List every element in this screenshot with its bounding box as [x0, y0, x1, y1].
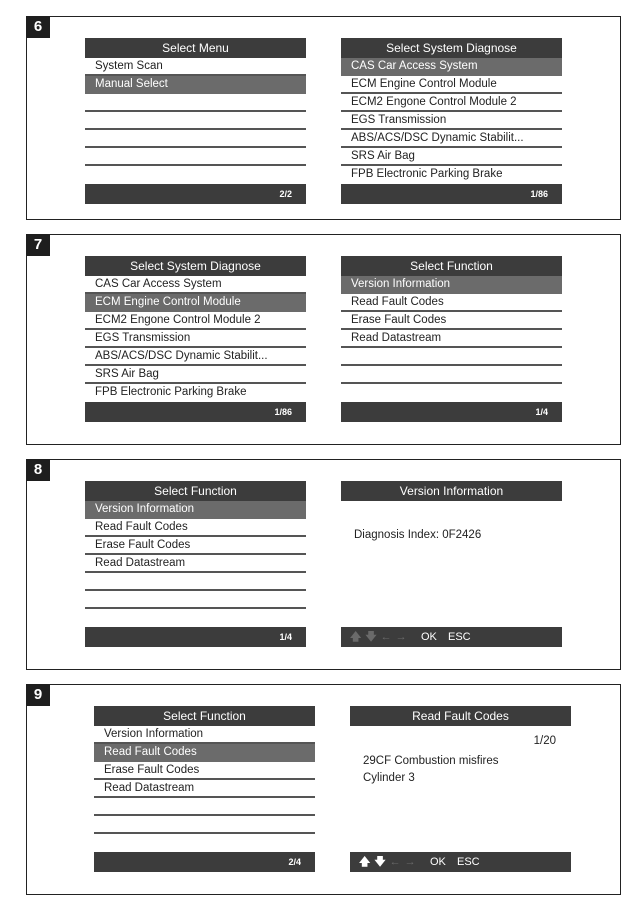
menu-item[interactable]: System Scan [85, 58, 306, 76]
menu-item[interactable] [85, 573, 306, 591]
step-6-panel [26, 16, 621, 220]
page-indicator: 1/86 [530, 189, 548, 199]
diagnosis-index-text: Diagnosis Index: 0F2426 [354, 529, 482, 541]
menu-item[interactable] [341, 384, 562, 400]
arrow-up-icon[interactable]: 🡅 [359, 856, 371, 868]
menu-item[interactable]: ABS/ACS/DSC Dynamic Stabilit... [85, 348, 306, 366]
screen-footer [85, 402, 306, 422]
screen-footer [341, 184, 562, 204]
menu-item[interactable]: Read Datastream [341, 330, 562, 348]
menu-item[interactable]: ECM Engine Control Module [85, 294, 306, 312]
select-function-screen [341, 256, 562, 422]
menu-item[interactable]: Manual Select [85, 76, 306, 94]
screen-footer [350, 852, 571, 872]
nav-keys [359, 852, 416, 872]
menu-item[interactable]: Read Datastream [85, 555, 306, 573]
step-number-badge: 9 [26, 684, 50, 706]
select-function-screen [85, 481, 306, 647]
menu-item[interactable]: ECM Engine Control Module [341, 76, 562, 94]
menu-item[interactable]: Erase Fault Codes [85, 537, 306, 555]
menu-item[interactable]: ECM2 Engone Control Module 2 [341, 94, 562, 112]
step-7-panel [26, 234, 621, 445]
screen-footer [341, 402, 562, 422]
fault-counter: 1/20 [533, 735, 556, 747]
screen-title: Select System Diagnose [341, 38, 562, 58]
menu-item[interactable]: ECM2 Engone Control Module 2 [85, 312, 306, 330]
menu-item[interactable] [85, 166, 306, 182]
arrow-down-icon[interactable]: 🡇 [365, 631, 377, 643]
menu-item[interactable]: Version Information [341, 276, 562, 294]
menu-item[interactable] [94, 798, 315, 816]
menu-item[interactable] [94, 834, 315, 850]
select-system-screen [85, 256, 306, 422]
step-9-panel [26, 684, 621, 895]
page-indicator: 1/4 [535, 407, 548, 417]
menu-item[interactable]: ABS/ACS/DSC Dynamic Stabilit... [341, 130, 562, 148]
menu-item[interactable]: Read Fault Codes [94, 744, 315, 762]
menu-list [85, 276, 306, 400]
arrow-left-icon[interactable]: ← [389, 856, 401, 868]
menu-item[interactable]: FPB Electronic Parking Brake [95, 386, 247, 398]
arrow-up-icon[interactable]: 🡅 [350, 631, 362, 643]
screen-title: Select Function [85, 481, 306, 501]
arrow-down-icon[interactable]: 🡇 [374, 856, 386, 868]
menu-item[interactable] [85, 609, 306, 625]
fault-code-description: 29CF Combustion misfires [363, 755, 499, 767]
menu-item[interactable]: FPB Electronic Parking Brake [351, 168, 503, 180]
version-information-screen [341, 481, 562, 647]
screen-title: Select Function [94, 706, 315, 726]
menu-item[interactable]: Version Information [85, 501, 306, 519]
select-function-screen [94, 706, 315, 872]
menu-item[interactable]: SRS Air Bag [341, 148, 562, 166]
menu-list [341, 58, 562, 182]
page-indicator: 1/4 [279, 632, 292, 642]
page-indicator: 2/4 [288, 857, 301, 867]
screen-title: Read Fault Codes [350, 706, 571, 726]
menu-item[interactable]: EGS Transmission [341, 112, 562, 130]
menu-item[interactable]: CAS Car Access System [85, 276, 306, 294]
menu-item[interactable]: Read Fault Codes [85, 519, 306, 537]
screen-title: Select Menu [85, 38, 306, 58]
screen-footer [85, 627, 306, 647]
esc-button[interactable]: ESC [448, 631, 471, 643]
menu-item[interactable]: CAS Car Access System [341, 58, 562, 76]
page-indicator: 1/86 [274, 407, 292, 417]
fault-code-detail: Cylinder 3 [363, 772, 415, 784]
screen-title: Select System Diagnose [85, 256, 306, 276]
select-menu-screen [85, 38, 306, 204]
menu-item[interactable]: Read Fault Codes [341, 294, 562, 312]
menu-item[interactable] [94, 816, 315, 834]
nav-keys [350, 627, 407, 647]
step-number-badge: 7 [26, 234, 50, 256]
read-fault-codes-screen [350, 706, 571, 872]
menu-item[interactable] [85, 591, 306, 609]
arrow-right-icon[interactable]: → [395, 631, 407, 643]
page-indicator: 2/2 [279, 189, 292, 199]
menu-item[interactable]: Erase Fault Codes [94, 762, 315, 780]
screen-footer [94, 852, 315, 872]
screen-title: Version Information [341, 481, 562, 501]
menu-item[interactable] [85, 148, 306, 166]
screen-footer [341, 627, 562, 647]
menu-item[interactable]: EGS Transmission [85, 330, 306, 348]
menu-list [85, 58, 306, 182]
step-number-badge: 6 [26, 16, 50, 38]
menu-item[interactable] [85, 112, 306, 130]
ok-button[interactable]: OK [430, 856, 446, 868]
menu-item[interactable]: Read Datastream [94, 780, 315, 798]
arrow-left-icon[interactable]: ← [380, 631, 392, 643]
esc-button[interactable]: ESC [457, 856, 480, 868]
step-number-badge: 8 [26, 459, 50, 481]
menu-list [85, 501, 306, 625]
arrow-right-icon[interactable]: → [404, 856, 416, 868]
select-system-screen [341, 38, 562, 204]
menu-list [94, 726, 315, 850]
menu-item[interactable] [341, 348, 562, 366]
menu-item[interactable] [341, 366, 562, 384]
screen-footer [85, 184, 306, 204]
menu-list [341, 276, 562, 400]
menu-item[interactable]: Version Information [94, 726, 315, 744]
screen-title: Select Function [341, 256, 562, 276]
menu-item[interactable] [85, 94, 306, 112]
menu-item[interactable] [85, 130, 306, 148]
menu-item[interactable]: SRS Air Bag [85, 366, 306, 384]
menu-item[interactable]: Erase Fault Codes [341, 312, 562, 330]
step-8-panel [26, 459, 621, 670]
ok-button[interactable]: OK [421, 631, 437, 643]
